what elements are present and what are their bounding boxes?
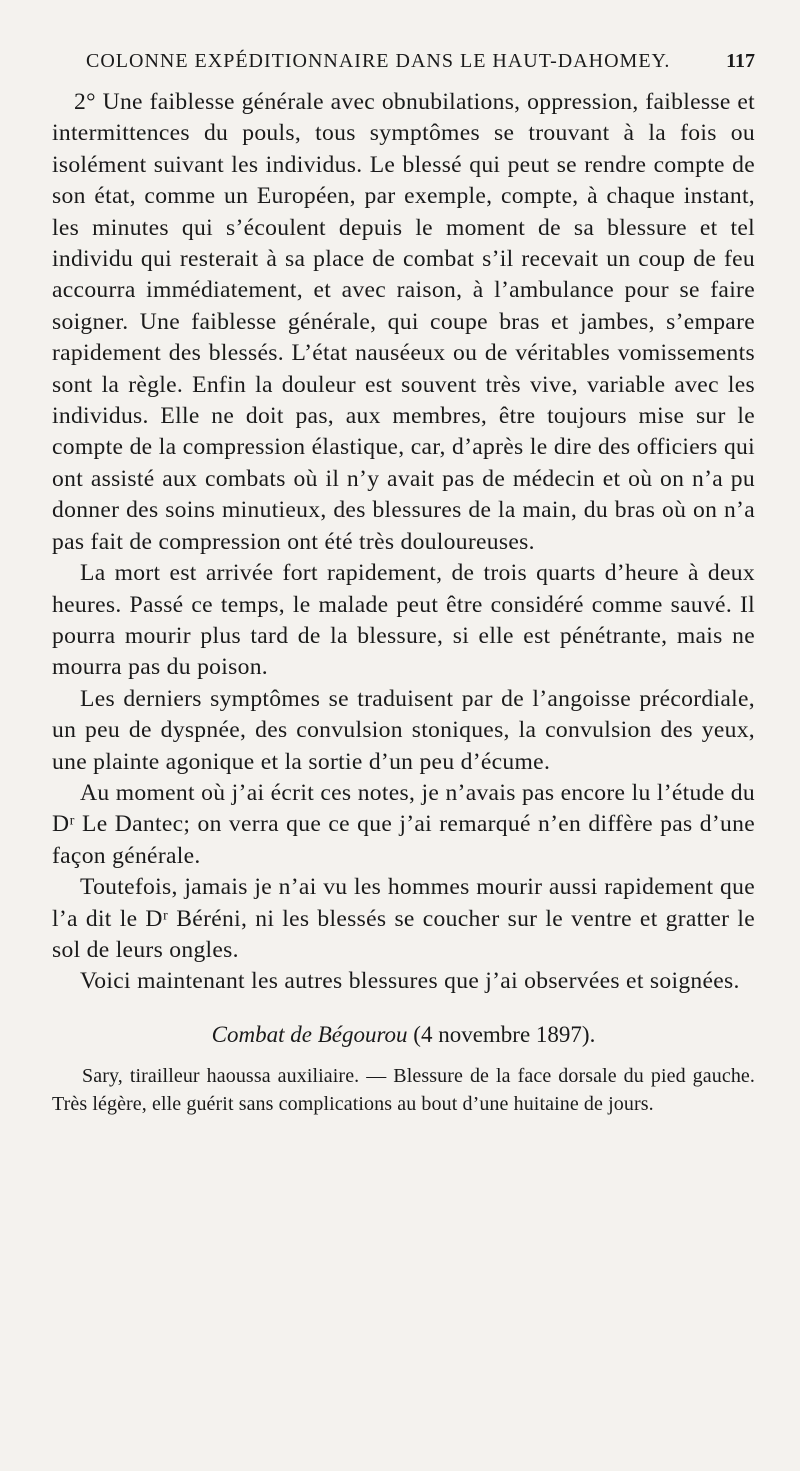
paragraph: Toutefois, jamais je n’ai vu les hommes mourir aussi rapidement que l’a dit le Dʳ Béréni, ni les blessés se coucher sur le ventre et gratter le sol de leurs ongles. bbox=[52, 874, 755, 963]
running-title: COLONNE EXPÉDITIONNAIRE DANS LE HAUT-DAHOMEY. bbox=[86, 50, 671, 72]
paragraph: Les derniers symptômes se traduisent par de l’angoisse précordiale, un peu de dyspnée, des convulsion stoniques, la convulsion des yeux, une plainte agonique et la sortie d’un peu d’écume. bbox=[52, 685, 755, 775]
paragraph: Au moment où j’ai écrit ces notes, je n’avais pas encore lu l’étude du Dʳ Le Dantec; on verra que ce que j’ai remarqué n’en diffère pas d’une façon générale. bbox=[52, 779, 755, 869]
paragraph: La mort est arrivée fort rapidement, de trois quarts d’heure à deux heures. Passé ce temps, le malade peut être considéré comme sauvé. Il pourra mourir plus tard de la blessure, si elle est pénétrante, mais ne mourra pas du poison. bbox=[52, 560, 755, 681]
paragraph: Voici maintenant les autres blessures que j’ai observées et soignées. bbox=[80, 968, 740, 995]
page-number: 117 bbox=[726, 50, 755, 72]
combat-date: (4 novembre 1897). bbox=[413, 1021, 596, 1047]
page-header bbox=[86, 50, 755, 73]
case-note: Sary, tirailleur haoussa auxiliaire. — Blessure de la face dorsale du pied gauche. Très légère, elle guérit sans complications au bout d’une huitaine de jours. bbox=[52, 1064, 755, 1115]
section-heading bbox=[52, 1022, 755, 1048]
paragraph: 2° Une faiblesse générale avec obnubilations, oppression, faiblesse et intermittences du pouls, tous symptômes se trouvant à la fois ou isolément suivant les individus. Le blessé qui peut se rendre compte de son état, comme un Européen, par exemple, compte, à chaque instant, les minutes qui s’écoulent depuis le moment de sa blessure et tel individu qui resterait à sa place de combat s’il recevait un coup de feu accourra immédiatement, et avec raison, à l’ambulance pour se faire soigner. Une faiblesse générale, qui coupe bras et jambes, s’empare rapidement des blessés. L’état nauséeux ou de véritables vomissements sont la règle. Enfin la douleur est souvent très vive, variable avec les individus. Elle ne doit pas, aux membres, être toujours mise sur le compte de la compression élastique, car, d’après le dire des officiers qui ont assisté aux combats où il n’y avait pas de médecin et où on n’a pu donner des soins minutieux, des blessures de la main, du bras où on n’a pas fait de compression ont été très douloureuses. bbox=[52, 89, 755, 555]
combat-place: Combat de Bégourou bbox=[211, 1021, 408, 1047]
